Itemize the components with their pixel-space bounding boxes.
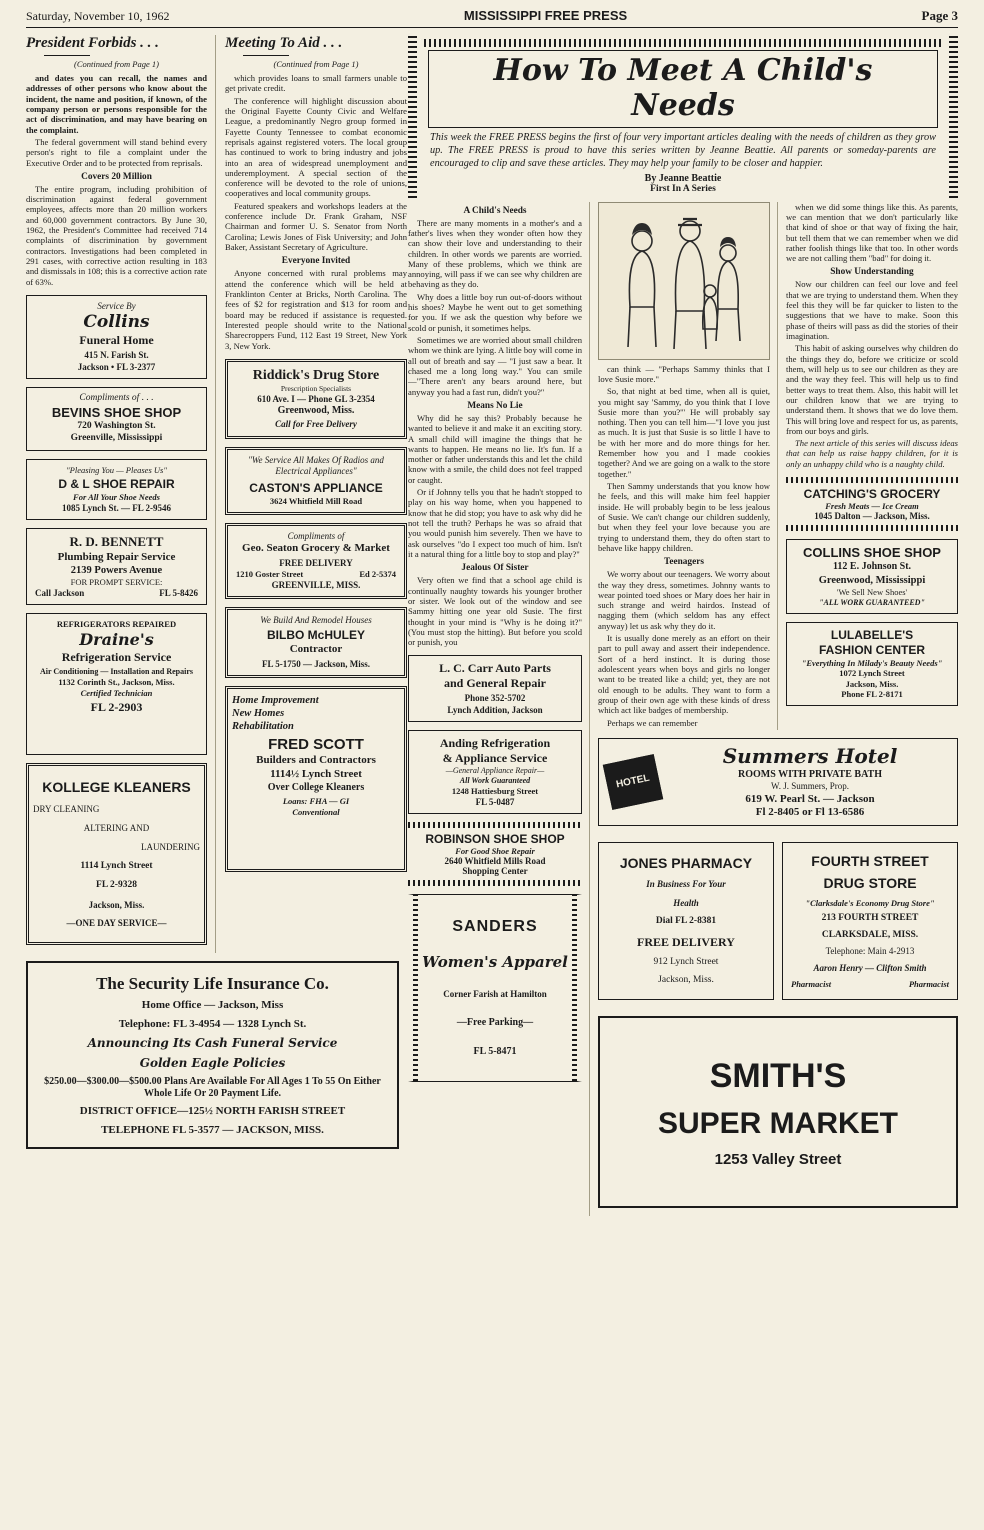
ad-sub: Prescription Specialists <box>280 384 352 394</box>
left-columns-wrapper <box>26 35 407 1216</box>
squiggle-border-top <box>424 39 942 47</box>
ad-phone: FL 5-8426 <box>159 588 198 599</box>
ad-jones-pharmacy <box>598 842 774 1000</box>
ad-security-life-insurance <box>26 961 399 1149</box>
ad-phone: FL 2-9328 <box>96 880 137 891</box>
ad-name: Geo. Seaton Grocery & Market <box>242 542 390 555</box>
paragraph: It is usually done merely as an effort on their part to pull away and assert their independence. Sort of a herd instinct. It is during those adolescent years when boys and girls no longer want to be treated like a child; yet, they are not old enough to be adults. They want to form a group of their own age with these kinds of dress which act like badges of membership. <box>598 633 770 716</box>
ad-phone: Phone 352-5702 <box>464 693 526 704</box>
ad-prompt: FOR PROMPT SERVICE: <box>70 577 163 588</box>
zigzag-border-bottom <box>786 525 958 531</box>
feature-section <box>408 35 958 1216</box>
ad-address: 610 Ave. I — Phone GL 3-2354 <box>257 393 375 404</box>
ad-robinson-shoe-shop <box>408 822 582 886</box>
section-subhead: Show Understanding <box>830 267 914 278</box>
family-illustration <box>598 202 770 360</box>
ad-plans: $250.00—$300.00—$500.00 Plans Are Available For All Ages 1 To 55 On Either Whole Life Or 20 Payment Life. <box>44 1075 381 1100</box>
ad-address: Corner Farish at Hamilton <box>443 989 547 1000</box>
ad-fred-scott <box>225 686 407 872</box>
ad-draines-refrigeration <box>26 613 207 755</box>
ad-type: Builders and Contractors <box>256 754 376 767</box>
ad-prop: W. J. Summers, Prop. <box>771 781 849 792</box>
ad-type: Plumbing Repair Service <box>57 550 176 563</box>
feature-columns-bc <box>598 202 958 730</box>
ad-bevins-shoe-shop <box>26 387 207 451</box>
zigzag-border-top <box>408 822 582 828</box>
byline: By Jeanne Beattie <box>644 172 722 184</box>
ad-type: Contractor <box>289 643 343 656</box>
feature-title: How To Meet A Child's Needs <box>493 53 873 123</box>
paragraph: Why does a little boy run out-of-doors without his shoes? Maybe he went out to get something for you. If we ask the question why before we scold or punish, it sometimes helps. <box>408 291 582 333</box>
paragraph: Very often we find that a school age child is continually naughty towards his younger brother or sister. We look out of the window and see Sammy hitting one year old Susie. The first thought in your mind is "Why is he doing it?" (You must stop the hitting). But before you scold or punish, you <box>408 575 582 648</box>
ad-line: New Homes <box>232 708 285 720</box>
article-title: Meeting To Aid . . . <box>225 35 343 51</box>
ad-name: SMITH'S <box>709 1056 847 1095</box>
ad-lc-carr-auto-parts <box>408 655 582 722</box>
paragraph: So, that night at bed time, when all is quiet, you might say 'Sammy, do you think that I love Susie more than you?'" He will probably say nothing. Then you can tell him—"I love you just as much. It is just that Susie is so little I have to be with her more and do more things for her. Remember how you and I made cookies together? And we are going on a walk to the store together." <box>598 386 770 479</box>
ad-name: JONES PHARMACY <box>619 855 753 872</box>
ad-name: ROBINSON SHOE SHOP <box>425 831 565 846</box>
ad-parking: —Free Parking— <box>456 1017 534 1029</box>
ad-guarantee: "ALL WORK GUARANTEED" <box>819 597 925 607</box>
ad-collins-shoe-shop <box>786 539 958 614</box>
ad-city: Greenwood, Miss. <box>277 404 355 416</box>
hotel-sign-icon <box>603 754 663 810</box>
ad-name: The Security Life Insurance Co. <box>96 974 329 994</box>
ad-name: Anding Refrigeration <box>439 735 551 750</box>
ad-tagline: "We Service All Makes Of Radios and Electrical Appliances" <box>248 454 384 476</box>
ad-address: 720 Washington St. <box>77 421 156 432</box>
ad-tagline: 'We Sell New Shoes' <box>836 586 908 597</box>
ad-tagline: We Build And Remodel Houses <box>260 614 372 625</box>
ad-line: ALTERING AND <box>83 822 150 833</box>
ad-bilbo-mchuley <box>225 607 407 678</box>
ad-address: 2640 Whitfield Mills Road <box>444 855 546 866</box>
ad-city: Jackson, Miss. <box>88 899 145 910</box>
ad-center: Shopping Center <box>462 865 528 876</box>
ad-conventional: Conventional <box>292 806 340 817</box>
ad-office: Home Office — Jackson, Miss <box>141 999 284 1012</box>
ad-pharmacist-right: Pharmacist <box>908 978 949 989</box>
feature-column-c <box>786 202 958 730</box>
paper-title: MISSISSIPPI FREE PRESS <box>463 8 628 23</box>
ad-name-2: and General Repair <box>444 676 546 691</box>
paragraph: Then Sammy understands that you know how he feels, and this will make him feel happier inside. He will probably begin to be less jealous of Susie. We can't change our children suddenly, but when they feel your love because you are trying to understand them, they do often start to behave like happy children. <box>598 481 770 553</box>
paragraph: can think — "Perhaps Sammy thinks that I love Susie more." <box>598 363 770 384</box>
ad-delivery: Call for Free Delivery <box>275 419 357 430</box>
ad-lulabelles-fashion <box>786 622 958 707</box>
feature-column-a <box>408 202 590 1217</box>
ad-tagline: Service By <box>97 300 136 311</box>
ad-castons-appliance <box>225 447 407 515</box>
section-subhead: Everyone Invited <box>281 256 351 267</box>
ad-address: 1253 Valley Street <box>714 1150 842 1168</box>
ad-type: Refrigeration Service <box>61 649 172 664</box>
ad-name: Riddick's Drug Store <box>252 367 380 383</box>
ad-name-2: FASHION CENTER <box>818 642 925 657</box>
series-note: First In A Series <box>650 183 716 194</box>
article-meeting-to-aid <box>225 35 407 351</box>
continued-note: (Continued from Page 1) <box>273 59 359 69</box>
ad-name-2: SUPER MARKET <box>657 1107 898 1141</box>
ad-phone: Telephone: FL 3-4954 — 1328 Lynch St. <box>118 1017 307 1030</box>
ad-tagline: "Pleasing You — Pleases Us" <box>66 464 167 475</box>
ad-name: Collins <box>83 312 150 333</box>
page-content <box>26 28 958 1216</box>
feature-header <box>408 35 958 198</box>
pharmacy-row <box>598 834 958 1008</box>
ad-tagline: Compliments of . . . <box>79 392 154 403</box>
ad-over: Over College Kleaners <box>267 781 365 793</box>
article-title: President Forbids . . . <box>26 35 159 51</box>
ad-type: Women's Apparel <box>422 953 568 972</box>
ad-city: CLARKSDALE, MISS. <box>821 929 919 940</box>
ad-fourth-street-drug <box>782 842 958 1000</box>
ad-phone: Telephone: Main 4-2913 <box>825 946 915 957</box>
ad-tagline: "Everything In Milady's Beauty Needs" <box>801 657 943 668</box>
ad-call: Call Jackson <box>35 588 85 599</box>
ad-city: GREENVILLE, MISS. <box>271 579 361 590</box>
paragraph: Why did he say this? Probably because he wanted to believe it and make it an exciting story. A small child will imagine the things that he wants to happen. He means no lie. It's fun. If a mother or father understands this and let the child know with a smile, the child does not feel trapped or caught. <box>408 412 582 485</box>
ad-collins-funeral-home <box>26 295 207 379</box>
ad-address: 1132 Corinth St., Jackson, Miss. <box>58 676 175 687</box>
ad-phone: Jackson • FL 3-2377 <box>77 361 156 372</box>
ad-address: 1114½ Lynch Street <box>270 768 362 781</box>
ad-name: SANDERS <box>452 917 538 935</box>
ad-name: CATCHING'S GROCERY <box>803 487 941 502</box>
squiggle-border-left <box>408 35 417 198</box>
ad-name: BILBO McHULEY <box>266 628 365 643</box>
zigzag-border-top <box>786 477 958 483</box>
ad-phone-row <box>31 588 202 599</box>
ad-phone: FL 2-2903 <box>90 700 143 715</box>
ad-district: DISTRICT OFFICE—125½ NORTH FARISH STREET <box>79 1105 346 1118</box>
feature-columns <box>408 202 958 1217</box>
paragraph: Featured speakers and workshops leaders at the conference include Dr. Frank Graham, NSF Chairman and former U. S. Senator from North Carolina; Lewis Jones of Fisk University; and John Baker, Assistant Secretary of Agriculture. <box>225 200 407 252</box>
ad-pharmacist-left: Pharmacist <box>791 978 832 989</box>
ad-titles-row <box>787 979 953 990</box>
section-subhead: Teenagers <box>664 557 704 568</box>
hotel-icon-label: HOTEL <box>615 772 651 791</box>
ad-summers-hotel <box>598 738 958 826</box>
ad-address: 2139 Powers Avenue <box>70 565 163 577</box>
issue-date: Saturday, November 10, 1962 <box>26 9 170 23</box>
ad-name-2: DRUG STORE <box>823 875 917 892</box>
paragraph: The federal government will stand behind every person's right to file a complaint under the Executive Order and to be protected from reprisals. <box>26 136 207 168</box>
ad-line: DRY CLEANING <box>33 804 100 815</box>
ad-sub: In Business For Your <box>646 879 726 890</box>
ad-catchings-grocery <box>786 477 958 531</box>
ad-services: Air Conditioning — Installation and Repairs <box>40 666 193 676</box>
ad-name: Draine's <box>79 629 154 649</box>
ad-rooms: ROOMS WITH PRIVATE BATH <box>737 768 882 780</box>
section-subhead: Means No Lie <box>467 400 523 411</box>
ad-rd-bennett-plumbing <box>26 528 207 605</box>
left-columns <box>26 35 407 953</box>
ad-line: LAUNDERING <box>141 841 200 852</box>
ad-address: 213 FOURTH STREET <box>821 913 919 924</box>
title-rule <box>44 55 90 56</box>
ad-seaton-grocery <box>225 523 407 599</box>
ad-city: Greenwood, Mississippi <box>818 574 926 586</box>
paragraph: We worry about our teenagers. We worry about the way they dress, sometimes. Johnny wants to wear pointed toed shoes or Mary does her hair in such strange and weird hairdos. Instead of nagging them (which seldom has any effect anyway) let us ask why they do it. <box>598 569 770 631</box>
ad-city: Jackson, Miss. <box>845 678 899 689</box>
ad-address: 3624 Whitfield Mill Road <box>269 496 363 507</box>
ad-announce: Announcing Its Cash Funeral Service <box>87 1036 338 1051</box>
ad-address: 619 W. Pearl St. — Jackson <box>745 792 875 805</box>
paragraph: which provides loans to small farmers unable to get private credit. <box>225 73 407 94</box>
ad-name: FRED SCOTT <box>268 735 364 753</box>
ad-tagline: Compliments of <box>287 530 345 541</box>
article-president-forbids <box>26 35 207 287</box>
paragraph: Or if Johnny tells you that he hadn't stopped to play on his way home, when you happened to know that he did stop; you have to ask why did he not tell the truth? Perhaps he was so afraid that you would punish him severely. Then we have to ask ourselves "do I expect too much of him. Isn't it a natural thing for a little boy to stop and play?" <box>408 487 582 559</box>
ad-name-2: & Appliance Service <box>442 750 548 765</box>
ad-phone: FL 5-0487 <box>475 796 515 807</box>
ad-address: 1114 Lynch Street <box>80 860 153 871</box>
ad-smiths-super-market <box>598 1016 958 1208</box>
ad-sub: For All Your Shoe Needs <box>73 492 160 503</box>
zigzag-border-bottom <box>408 880 582 886</box>
ad-name: L. C. Carr Auto Parts <box>439 661 551 676</box>
ad-service: —ONE DAY SERVICE— <box>66 918 167 929</box>
section-subhead: Jealous Of Sister <box>461 563 529 574</box>
section-subhead: Covers 20 Million <box>81 171 152 182</box>
ad-name: LULABELLE'S <box>830 627 914 642</box>
ad-phone: FL 5-8471 <box>473 1046 517 1058</box>
ad-kollege-kleaners <box>26 763 207 945</box>
title-rule <box>243 55 289 56</box>
feature-right-area <box>598 202 958 1217</box>
page-number: Page 3 <box>921 8 958 23</box>
paragraph: and dates you can recall, the names and addresses of other persons who know about the incident, the name and position, if known, of the company person or persons responsible for the act of discrimination, and may have bearing on the complaint. <box>26 73 207 135</box>
ad-dial: Dial FL 2-8381 <box>655 915 717 926</box>
ad-sub: Fresh Meats — Ice Cream <box>825 501 919 512</box>
ad-city: Greenville, Mississippi <box>70 432 163 443</box>
ad-sanders <box>408 894 582 1082</box>
ad-name: COLLINS SHOE SHOP <box>803 545 941 561</box>
ad-top: REFRIGERATORS REPAIRED <box>56 619 177 630</box>
ad-name: FOURTH STREET <box>811 852 929 869</box>
ad-address-row <box>232 569 400 580</box>
ad-policies: Golden Eagle Policies <box>139 1055 286 1070</box>
ad-name: R. D. BENNETT <box>69 534 164 550</box>
masthead-row <box>26 8 958 28</box>
ad-dl-shoe-repair <box>26 459 207 521</box>
paragraph: The entire program, including prohibition of discrimination against federal government employees, affects more than 20 million workers and 60,000 government contractors. By June 30, 1962, the President's Committee had received 714 complaints of discrimination by government contractors. Investigations had been completed in 291 cases, with corrective action resulting in 183 and dismissals in 108; this is a corrective action rate of 63%. <box>26 183 207 287</box>
ad-address: 415 N. Farish St. <box>84 350 149 361</box>
paragraph: when we did some things like this. As parents, we can mention that we don't particularly like that kind of shoe or that way of fixing the hair, but tell them that we can remember when we did rather foolish things like that too. In other words we are not calling them "bad" for doing it. <box>786 201 958 264</box>
ad-name: D & L SHOE REPAIR <box>58 477 175 492</box>
ad-phone: Phone FL 2-8171 <box>841 689 903 700</box>
feature-intro: This week the FREE PRESS begins the first of four very important articles dealing with the needs of children as they grow up. The FREE PRESS is proud to have this series written by Jeanne Beattie. All parents or someday-parents are encouraged to clip and save these articles. They may help your family to be closer and happier. <box>430 132 936 169</box>
ad-phone: Ed 2-5374 <box>359 569 396 580</box>
ad-anding-refrigeration <box>408 730 582 814</box>
paragraph: The conference will highlight discussion about the Original Fayette County Civic and Welfare League, a predominantly Negro group formed in Fayette County Tennessee to combat economic reprisals against registered voters. The local group has continued to work to bring industry and jobs into an area of widespread unemployment and underemployment. A special section of the conference will be devoted to the role of unions, cooperatives and local community groups. <box>225 95 407 199</box>
ad-delivery: FREE DELIVERY <box>279 557 353 568</box>
ad-address: 1085 Lynch St. — FL 2-9546 <box>61 503 171 514</box>
ad-sub: For Good Shoe Repair <box>455 845 535 856</box>
section-subhead: A Child's Needs <box>463 205 527 216</box>
series-teaser: The next article of this series will discuss ideas that can help us raise happy children, for it is only an unhappy child who is a naughty child. <box>786 438 958 469</box>
ad-name: KOLLEGE KLEANERS <box>42 778 191 795</box>
ad-address: 1210 Goster Street <box>236 569 304 580</box>
ad-address: 912 Lynch Street <box>653 956 719 967</box>
ad-address: Lynch Addition, Jackson <box>447 704 543 715</box>
ad-phone: Fl 2-8405 or Fl 13-6586 <box>755 806 865 819</box>
ad-address: 1248 Hattiesburg Street <box>451 785 539 796</box>
continued-note: (Continued from Page 1) <box>74 59 159 69</box>
ad-delivery: FREE DELIVERY <box>637 934 735 949</box>
ad-riddicks-drug-store <box>225 359 407 439</box>
paragraph: There are many moments in a mother's and a father's lives when they wonder often how they can show their love and understanding to their children. In other words we parents are worried. Many of these problems, which we think are annoying, will pass if we can see why children are behaving as they do. <box>408 217 582 290</box>
squiggle-border-right <box>949 35 958 198</box>
paragraph: Sometimes we are worried about small children whom we think are lying. A little boy will come in all out of breath and say — "I just saw a bear. It chased me a long long way." You can smile—"There aren't any bears around here, but anyway you had a fast run, didn't you?" <box>408 335 582 397</box>
ad-sub: —General Appliance Repair— <box>445 765 545 775</box>
ad-address: 1045 Dalton — Jackson, Miss. <box>814 511 930 522</box>
ad-cert: Certified Technician <box>80 687 153 698</box>
paragraph: This habit of asking ourselves why children do the things they do, before we criticize or scold them, will help us to see our children as they are and the way they feel. This will help us to find better ways to treat them. Also, this habit will let our children know that we are trying to understand them. It shows that we do love them. This will bring love and respect for us, as parents, from our boys and girls. <box>786 343 958 436</box>
ad-tel: TELEPHONE FL 5-3577 — JACKSON, MISS. <box>101 1123 324 1136</box>
feature-column-b <box>598 202 778 730</box>
ad-line: Home Improvement <box>232 695 319 707</box>
paragraph: Perhaps we can remember <box>607 717 698 728</box>
ad-name: CASTON'S APPLIANCE <box>249 481 383 496</box>
ad-guarantee: All Work Guaranteed <box>459 775 531 785</box>
ad-sub-2: Health <box>673 897 699 908</box>
ad-name: Summers Hotel <box>722 743 898 768</box>
paragraph: Now our children can feel our love and feel that we are trying to understand them. When they feel this they will be far quicker to listen to the suggestions that we have to make. Soon this phase of theirs will pass as did the stories of their imagination. <box>786 279 958 342</box>
ad-address: 1072 Lynch Street <box>839 668 905 679</box>
ad-tagline: "Clarksdale's Economy Drug Store" <box>805 897 935 908</box>
ad-line: Rehabilitation <box>232 721 294 733</box>
ad-type: Funeral Home <box>79 333 154 348</box>
ad-loans: Loans: FHA — GI <box>282 796 350 807</box>
paragraph: Anyone concerned with rural problems may attend the conference which will be held at Franklinton Center at Bricks, North Carolina. The fees of $2 for registration and $13 for room and board may be reduced if assistance is requested. Interested people should write to the National Sharecroppers Fund, 112 East 19 Street, New York 3, New York. <box>225 268 407 351</box>
ad-address: 112 E. Johnson St. <box>832 561 912 573</box>
ad-address: FL 5-1750 — Jackson, Miss. <box>261 658 370 669</box>
ad-owners: Aaron Henry — Clifton Smith <box>813 962 927 973</box>
ad-city: Jackson, Miss. <box>658 975 714 986</box>
feature-title-frame <box>428 50 938 128</box>
ad-name: BEVINS SHOE SHOP <box>51 404 182 420</box>
column-1 <box>26 35 216 953</box>
column-2 <box>225 35 407 953</box>
